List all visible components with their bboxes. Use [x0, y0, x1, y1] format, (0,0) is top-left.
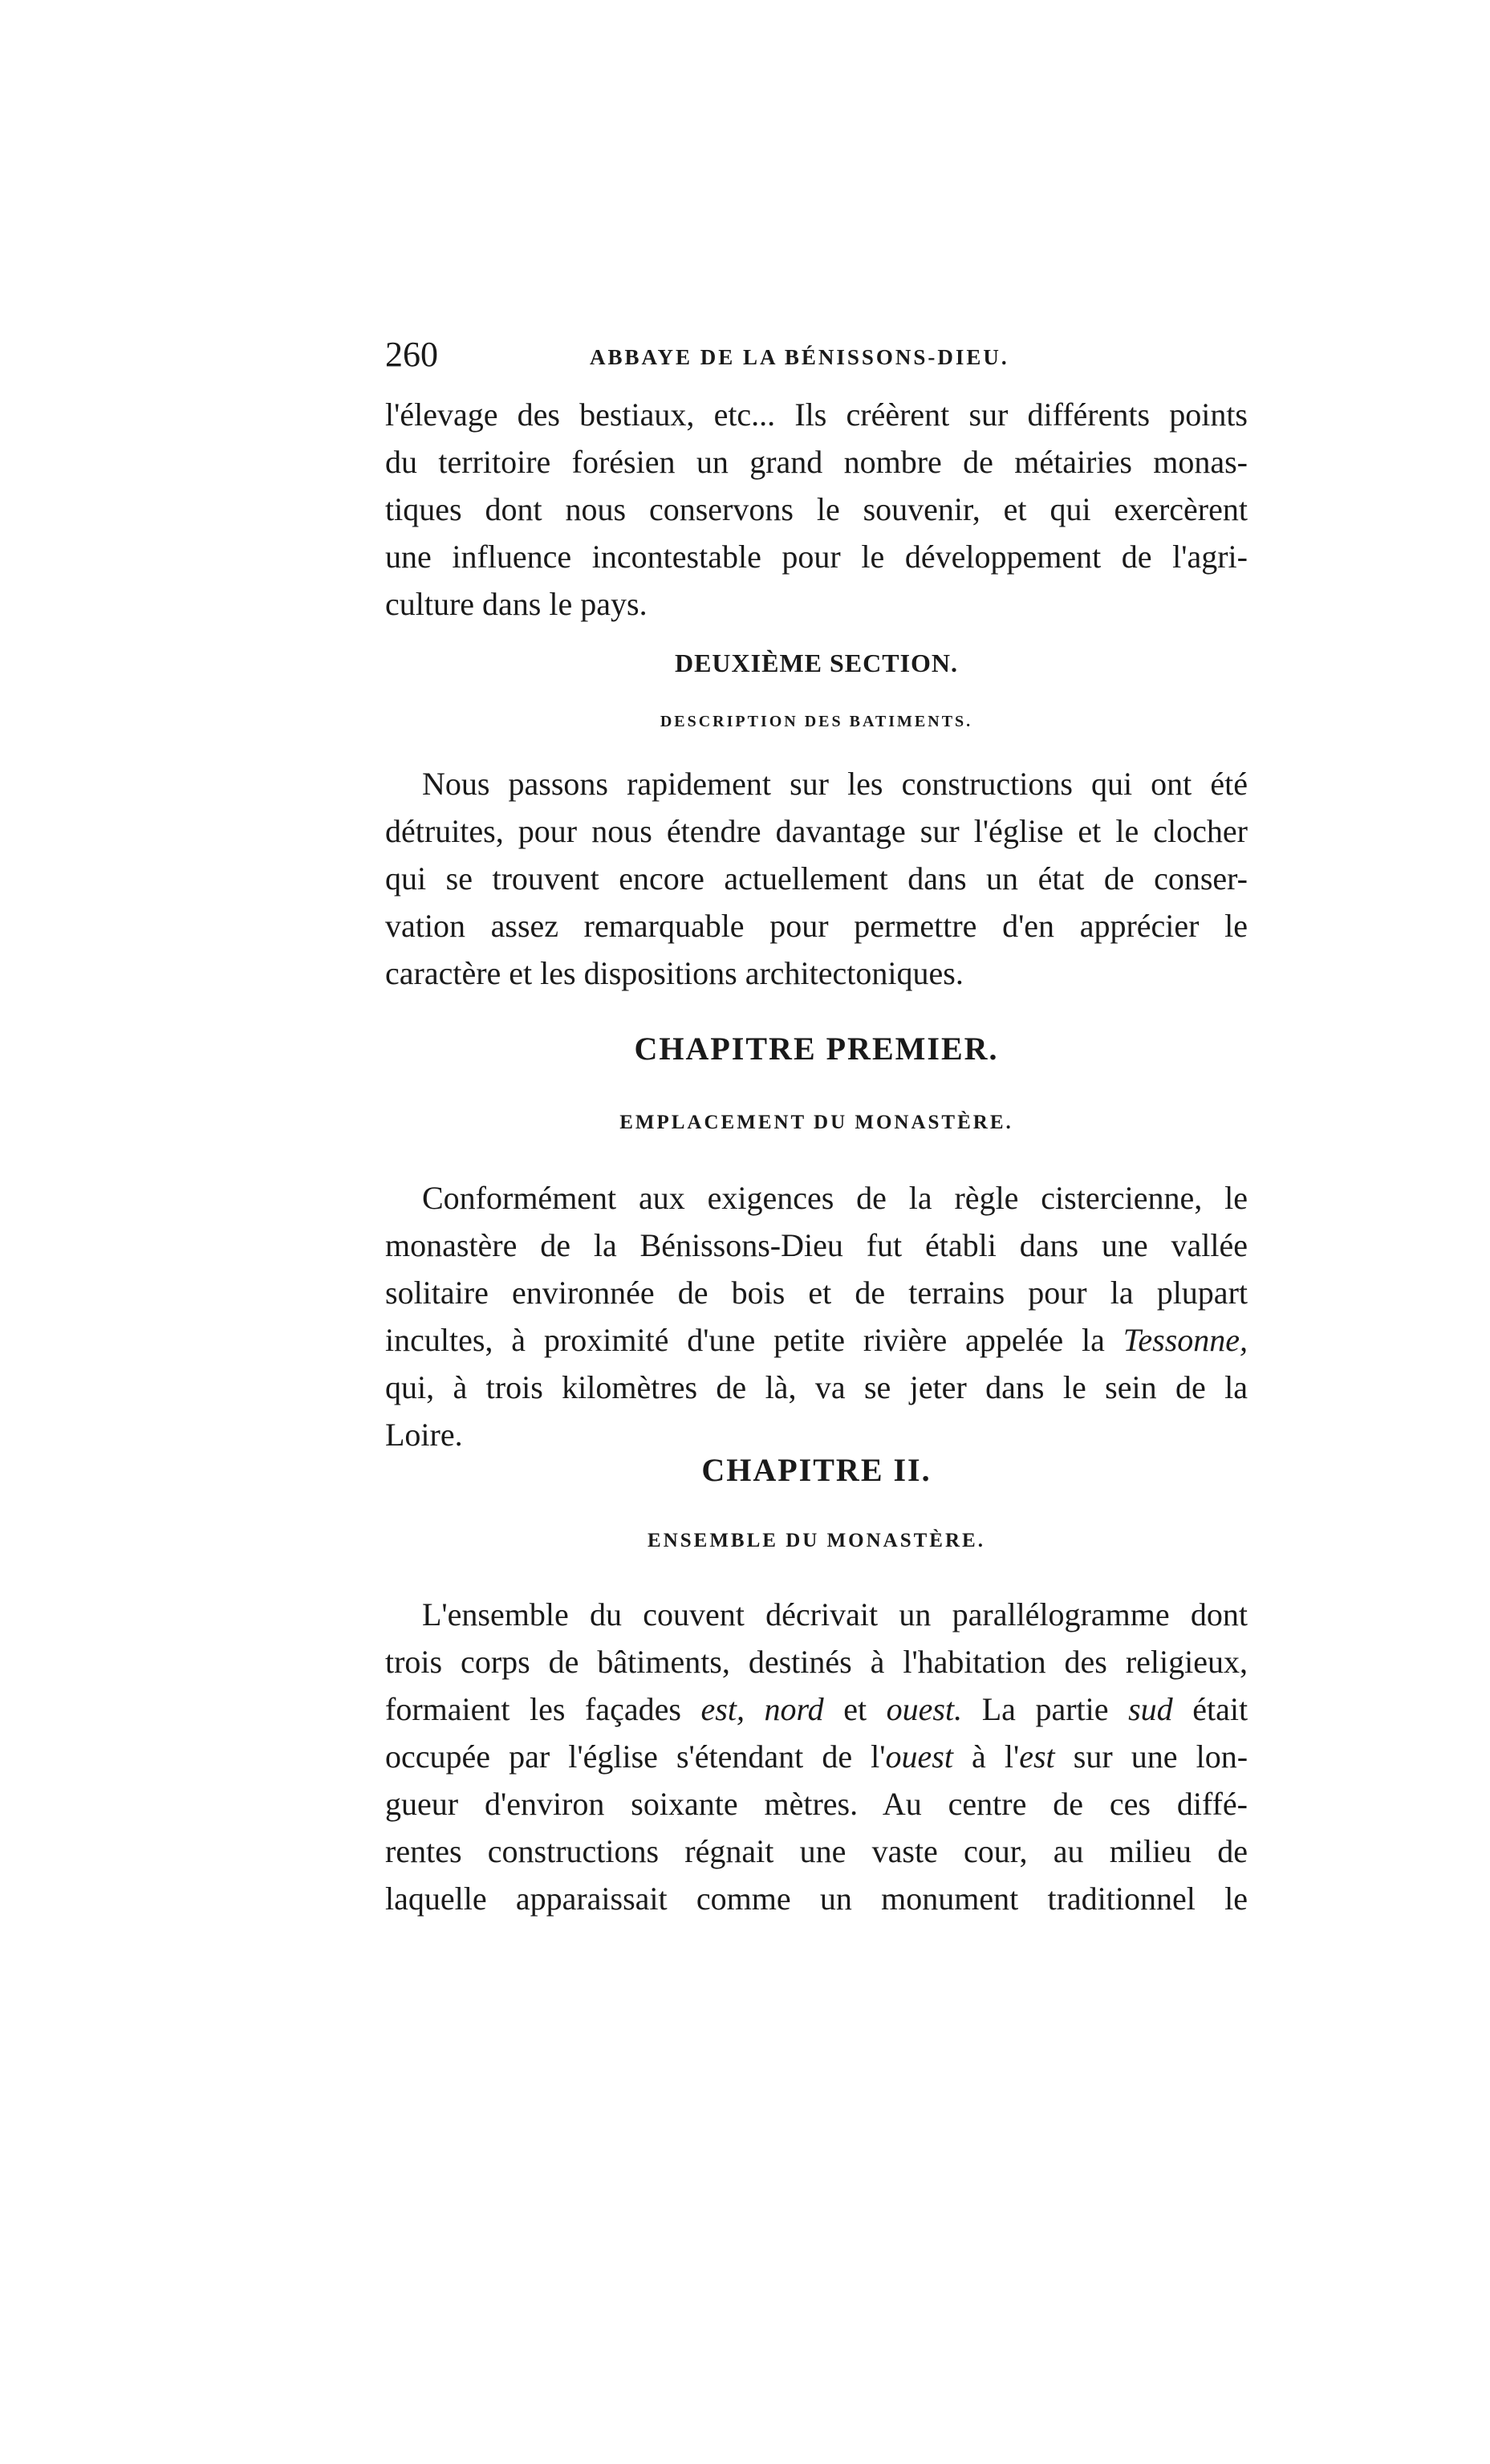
italic-term: sud [1128, 1691, 1173, 1727]
italic-term: est, [700, 1691, 745, 1727]
text-line [385, 1316, 1248, 1364]
text-line: du territoire forésien un grand nombre de métairies monas- [385, 444, 1248, 480]
text-line: solitaire environnée de bois et de terrains pour la plupart [385, 1275, 1248, 1311]
text-line: tiques dont nous conservons le souvenir, et qui exercèrent [385, 491, 1248, 527]
text-line: une influence incontestable pour le développement de l'agri- [385, 539, 1248, 575]
text-line [385, 1685, 1248, 1733]
chapter-1-title: CHAPITRE PREMIER. [634, 1031, 999, 1067]
section-title: DEUXIÈME SECTION. [674, 649, 959, 677]
chapter-1-paragraph [385, 1174, 1248, 1458]
text-segment: formaient les façades [385, 1691, 681, 1727]
section-paragraph [385, 760, 1248, 997]
text-segment: occupée par l'église s'étendant de l' [385, 1738, 886, 1775]
text-line: qui se trouvent encore actuellement dans un état de conser- [385, 860, 1248, 897]
text-segment: était [1192, 1691, 1248, 1727]
section-subtitle: DESCRIPTION DES BATIMENTS. [660, 713, 973, 730]
text-line: trois corps de bâtiments, destinés à l'habitation des religieux, [385, 1644, 1248, 1680]
text-line: vation assez remarquable pour permettre d'en apprécier le [385, 908, 1248, 944]
text-segment: incultes, à proximité d'une petite rivière appelée la [385, 1322, 1105, 1358]
chapter-1-subtitle: EMPLACEMENT DU MONASTÈRE. [619, 1112, 1013, 1133]
italic-term: nord [764, 1691, 824, 1727]
text-line: rentes constructions régnait une vaste cour, au milieu de [385, 1833, 1248, 1869]
italic-term: ouest [885, 1738, 953, 1775]
text-line: l'élevage des bestiaux, etc... Ils créèrent sur différents points [385, 396, 1248, 433]
text-line: gueur d'environ soixante mètres. Au centre de ces diffé- [385, 1786, 1248, 1822]
text-line: caractère et les dispositions architectoniques. [385, 955, 964, 991]
chapter-2-title: CHAPITRE II. [701, 1452, 932, 1488]
text-line: culture dans le pays. [385, 586, 648, 622]
running-head [385, 331, 1248, 379]
intro-paragraph [385, 391, 1248, 628]
text-segment: à l' [972, 1738, 1020, 1775]
chapter-2-paragraph [385, 1591, 1248, 1922]
text-line: détruites, pour nous étendre davantage sur l'église et le clocher [385, 813, 1248, 849]
italic-term: ouest. [886, 1691, 963, 1727]
river-name: Tessonne, [1123, 1322, 1248, 1358]
italic-term: est [1019, 1738, 1055, 1775]
text-line: L'ensemble du couvent décrivait un parallélogramme dont [422, 1596, 1248, 1633]
running-title: ABBAYE DE LA BÉNISSONS-DIEU. [590, 345, 1009, 369]
text-line: qui, à trois kilomètres de là, va se jeter dans le sein de la [385, 1369, 1248, 1405]
chapter-2-subtitle: ENSEMBLE DU MONASTÈRE. [648, 1530, 985, 1551]
text-line: laquelle apparaissait comme un monument traditionnel le [385, 1881, 1248, 1917]
text-line: monastère de la Bénissons-Dieu fut établi dans une vallée [385, 1227, 1248, 1263]
page-number: 260 [385, 335, 438, 374]
text-segment: sur une lon- [1073, 1738, 1248, 1775]
text-line: Nous passons rapidement sur les constructions qui ont été [422, 766, 1248, 802]
text-line: Conformément aux exigences de la règle cistercienne, le [422, 1180, 1248, 1216]
text-line [385, 1733, 1248, 1780]
text-segment: La partie [981, 1691, 1109, 1727]
text-line: Loire. [385, 1417, 463, 1453]
text-segment: et [843, 1691, 867, 1727]
